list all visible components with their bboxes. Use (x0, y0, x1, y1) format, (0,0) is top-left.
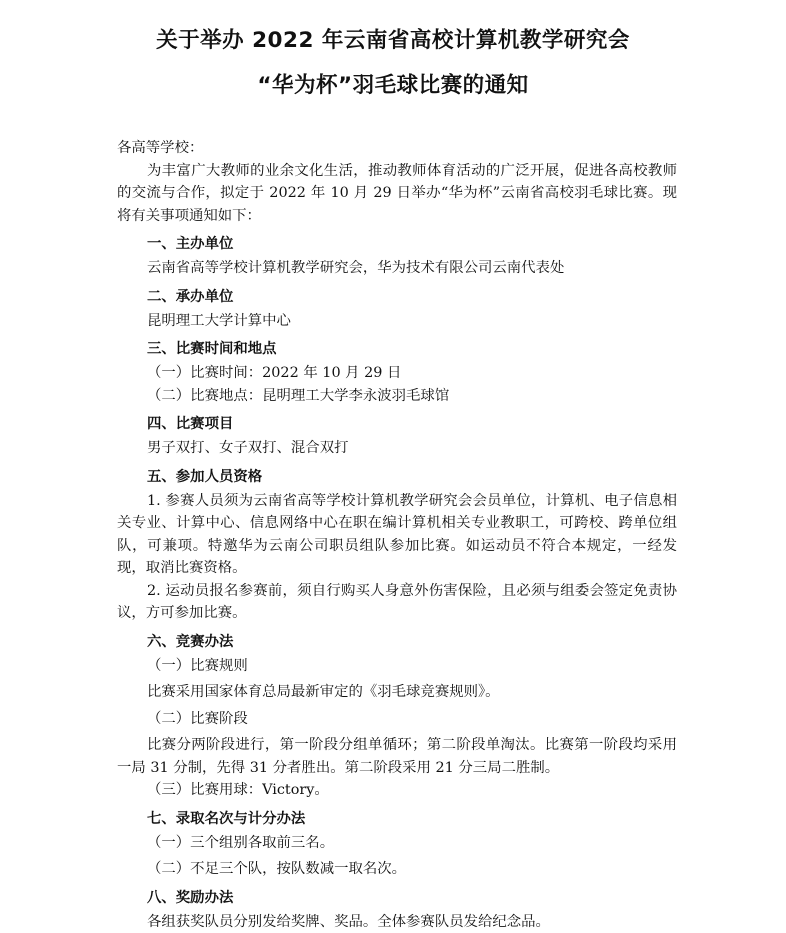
host-text: 昆明理工大学计算中心 (117, 310, 677, 333)
stage-label: （二）比赛阶段 (117, 708, 677, 731)
match-place: （二）比赛地点：昆明理工大学李永波羽毛球馆 (117, 385, 677, 408)
section-heading-organizer: 一、主办单位 (117, 231, 677, 257)
events-text: 男子双打、女子双打、混合双打 (117, 437, 677, 460)
match-time: （一）比赛时间：2022 年 10 月 29 日 (117, 362, 677, 385)
rules-text: 比赛采用国家体育总局最新审定的《羽毛球竞赛规则》。 (117, 681, 677, 704)
organizer-text: 云南省高等学校计算机教学研究会，华为技术有限公司云南代表处 (117, 257, 677, 280)
section-heading-competition-method: 六、竞赛办法 (117, 629, 677, 655)
eligibility-item-1: 1. 参赛人员须为云南省高等学校计算机教学研究会会员单位，计算机、电子信息相关专业、计算中心、信息网络中心在职在编计算机相关专业教职工，可跨校、跨单位组队，可兼项。特邀华为云南公司职员组队参加比赛。如运动员不符合本规定，一经发现，取消比赛资格。 (117, 490, 677, 580)
ranking-item-2: （二）不足三个队，按队数减一取名次。 (117, 858, 677, 881)
section-heading-host: 二、承办单位 (117, 284, 677, 310)
ball-text: （三）比赛用球：Victory。 (117, 779, 677, 802)
section-heading-eligibility: 五、参加人员资格 (117, 464, 677, 490)
eligibility-item-2: 2. 运动员报名参赛前，须自行购买人身意外伤害保险，且必须与组委会签定免责协议，方可参加比赛。 (117, 580, 677, 625)
document-title-line2: “华为杯”羽毛球比赛的通知 (0, 72, 786, 100)
section-heading-ranking: 七、录取名次与计分办法 (117, 806, 677, 832)
stage-text: 比赛分两阶段进行，第一阶段分组单循环；第二阶段单淘汰。比赛第一阶段均采用一局 31 分制，先得 31 分者胜出。第二阶段采用 21 分三局二胜制。 (117, 734, 677, 779)
ranking-item-1: （一）三个组别各取前三名。 (117, 832, 677, 855)
awards-text: 各组获奖队员分别发给奖牌、奖品。全体参赛队员发给纪念品。 (117, 911, 677, 933)
intro-paragraph: 为丰富广大教师的业余文化生活，推动教师体育活动的广泛开展，促进各高校教师的交流与合作，拟定于 2022 年 10 月 29 日举办“华为杯”云南省高校羽毛球比赛。现将有关事项通知如下： (117, 160, 677, 228)
rules-label: （一）比赛规则 (117, 655, 677, 678)
section-heading-time-place: 三、比赛时间和地点 (117, 336, 677, 362)
section-heading-awards: 八、奖励办法 (117, 885, 677, 911)
document-body (117, 137, 677, 933)
document-title-line1: 关于举办 2022 年云南省高校计算机教学研究会 (0, 27, 786, 55)
salutation: 各高等学校： (117, 137, 677, 160)
section-heading-events: 四、比赛项目 (117, 411, 677, 437)
